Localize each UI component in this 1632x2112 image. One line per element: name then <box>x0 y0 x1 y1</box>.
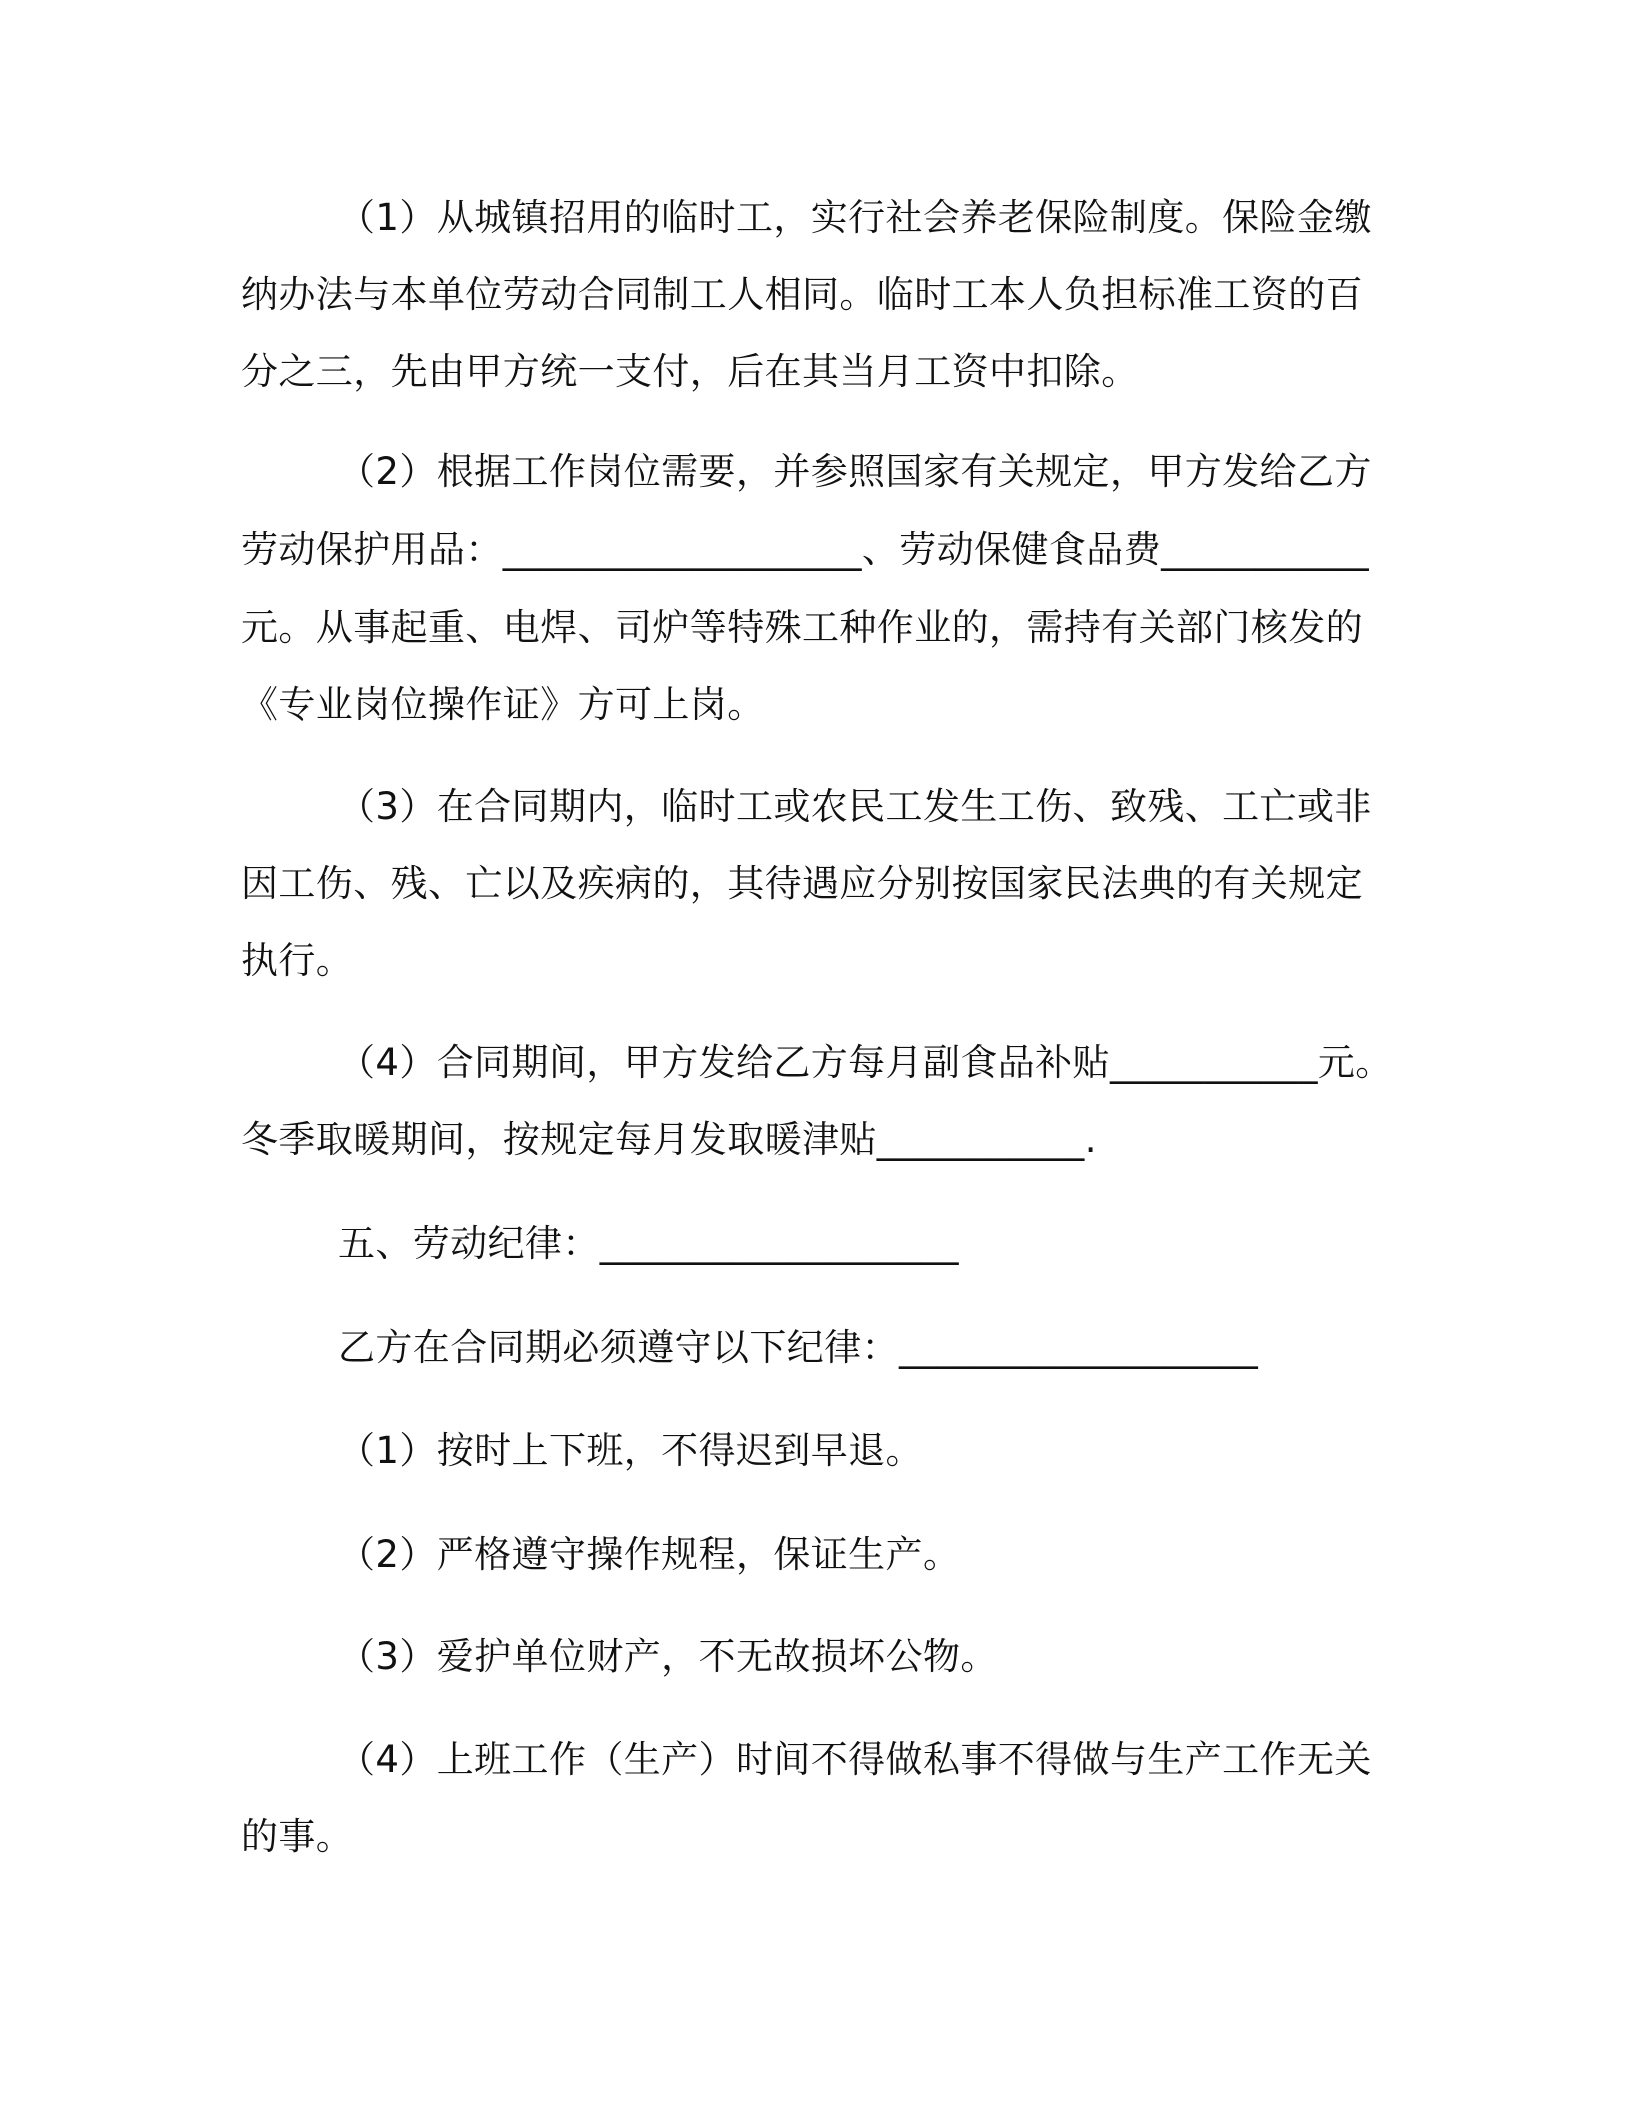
paragraph-protection-line-3: 元。从事起重、电焊、司炉等特殊工种作业的，需持有关部门核发的 <box>241 606 1363 649</box>
paragraph-injury-line-2: 因工伤、残、亡以及疾病的，其待遇应分别按国家民法典的有关规定 <box>241 862 1363 905</box>
section-heading-discipline: 五、劳动纪律：___________________ <box>338 1222 959 1265</box>
paragraph-injury-line-1: （3）在合同期内，临时工或农民工发生工伤、致残、工亡或非 <box>338 785 1372 828</box>
paragraph-subsidy-line-1: （4）合同期间，甲方发给乙方每月副食品补贴___________元。 <box>338 1041 1393 1084</box>
paragraph-insurance-line-3: 分之三，先由甲方统一支付，后在其当月工资中扣除。 <box>241 350 1139 393</box>
paragraph-protection-line-1: （2）根据工作岗位需要，并参照国家有关规定，甲方发给乙方 <box>338 450 1372 493</box>
discipline-rule-4-line-2: 的事。 <box>241 1815 354 1858</box>
discipline-rule-3: （3）爱护单位财产，不无故损坏公物。 <box>338 1635 998 1678</box>
discipline-rule-1: （1）按时上下班，不得迟到早退。 <box>338 1429 923 1472</box>
paragraph-protection-line-4: 《专业岗位操作证》方可上岗。 <box>241 683 765 726</box>
discipline-intro: 乙方在合同期必须遵守以下纪律：___________________ <box>338 1326 1259 1369</box>
discipline-rule-2: （2）严格遵守操作规程，保证生产。 <box>338 1533 961 1576</box>
paragraph-insurance-line-1: （1）从城镇招用的临时工，实行社会养老保险制度。保险金缴 <box>338 196 1372 239</box>
paragraph-insurance-line-2: 纳办法与本单位劳动合同制工人相同。临时工本人负担标准工资的百 <box>241 273 1363 316</box>
paragraph-protection-line-2: 劳动保护用品：___________________、劳动保健食品费___________ <box>241 528 1369 571</box>
discipline-rule-4-line-1: （4）上班工作（生产）时间不得做私事不得做与生产工作无关 <box>338 1738 1372 1781</box>
paragraph-subsidy-line-2: 冬季取暖期间，按规定每月发取暖津贴___________. <box>241 1118 1097 1161</box>
paragraph-injury-line-3: 执行。 <box>241 939 354 982</box>
